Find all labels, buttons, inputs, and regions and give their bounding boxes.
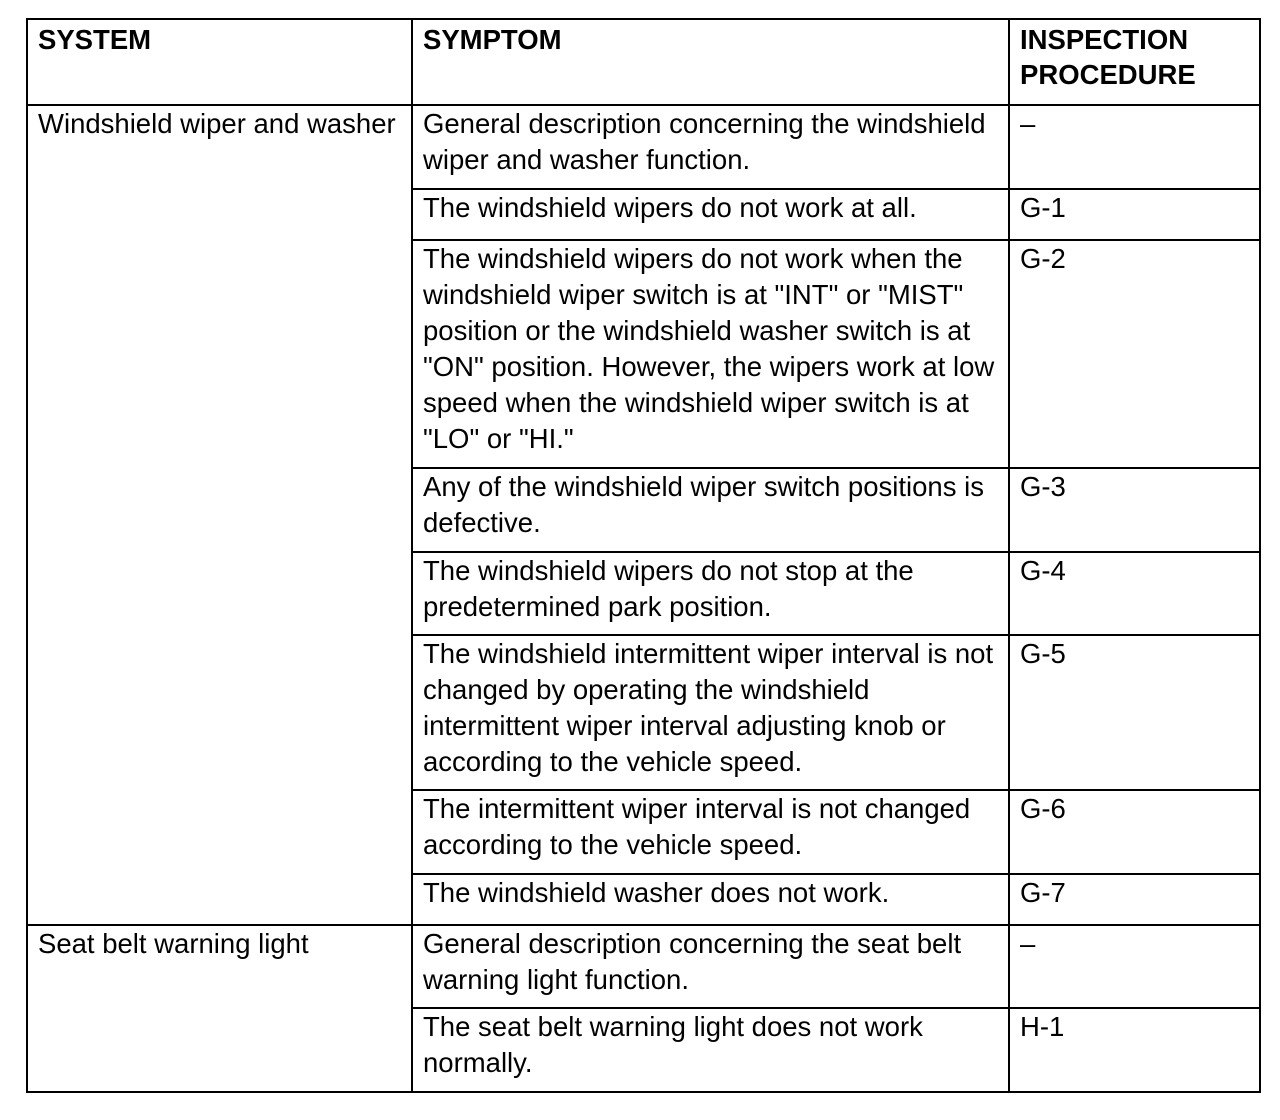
procedure-cell: G-3 — [1009, 468, 1260, 552]
symptom-cell: Any of the windshield wiper switch positions is defective. — [412, 468, 1009, 552]
inspection-chart-table — [26, 18, 1261, 1093]
procedure-cell: G-4 — [1009, 552, 1260, 635]
procedure-cell: G-1 — [1009, 189, 1260, 240]
header-procedure: INSPECTION PROCEDURE — [1009, 19, 1260, 105]
procedure-cell: – — [1009, 105, 1260, 189]
symptom-cell: The windshield wipers do not work when the windshield wiper switch is at "INT" or "MIST" position or the windshield washer switch is at "ON" position. However, the wipers work at low speed when the windshield wiper switch is at "LO" or "HI." — [412, 240, 1009, 468]
table-row — [27, 105, 1260, 189]
system-cell-windshield: Windshield wiper and washer — [27, 105, 412, 925]
table-row — [27, 925, 1260, 1008]
header-row — [27, 19, 1260, 105]
symptom-cell: General description concerning the seat belt warning light function. — [412, 925, 1009, 1008]
procedure-cell: G-6 — [1009, 790, 1260, 874]
symptom-cell: General description concerning the windshield wiper and washer function. — [412, 105, 1009, 189]
header-system: SYSTEM — [27, 19, 412, 105]
symptom-cell: The seat belt warning light does not work normally. — [412, 1008, 1009, 1092]
symptom-cell: The windshield intermittent wiper interval is not changed by operating the windshield intermittent wiper interval adjusting knob or according to the vehicle speed. — [412, 635, 1009, 790]
procedure-cell: – — [1009, 925, 1260, 1008]
symptom-cell: The windshield washer does not work. — [412, 874, 1009, 925]
procedure-cell: H-1 — [1009, 1008, 1260, 1092]
symptom-cell: The windshield wipers do not work at all. — [412, 189, 1009, 240]
procedure-cell: G-7 — [1009, 874, 1260, 925]
system-cell-seat-belt: Seat belt warning light — [27, 925, 412, 1092]
symptom-cell: The intermittent wiper interval is not changed according to the vehicle speed. — [412, 790, 1009, 874]
symptom-cell: The windshield wipers do not stop at the predetermined park position. — [412, 552, 1009, 635]
header-symptom: SYMPTOM — [412, 19, 1009, 105]
procedure-cell: G-5 — [1009, 635, 1260, 790]
procedure-cell: G-2 — [1009, 240, 1260, 468]
